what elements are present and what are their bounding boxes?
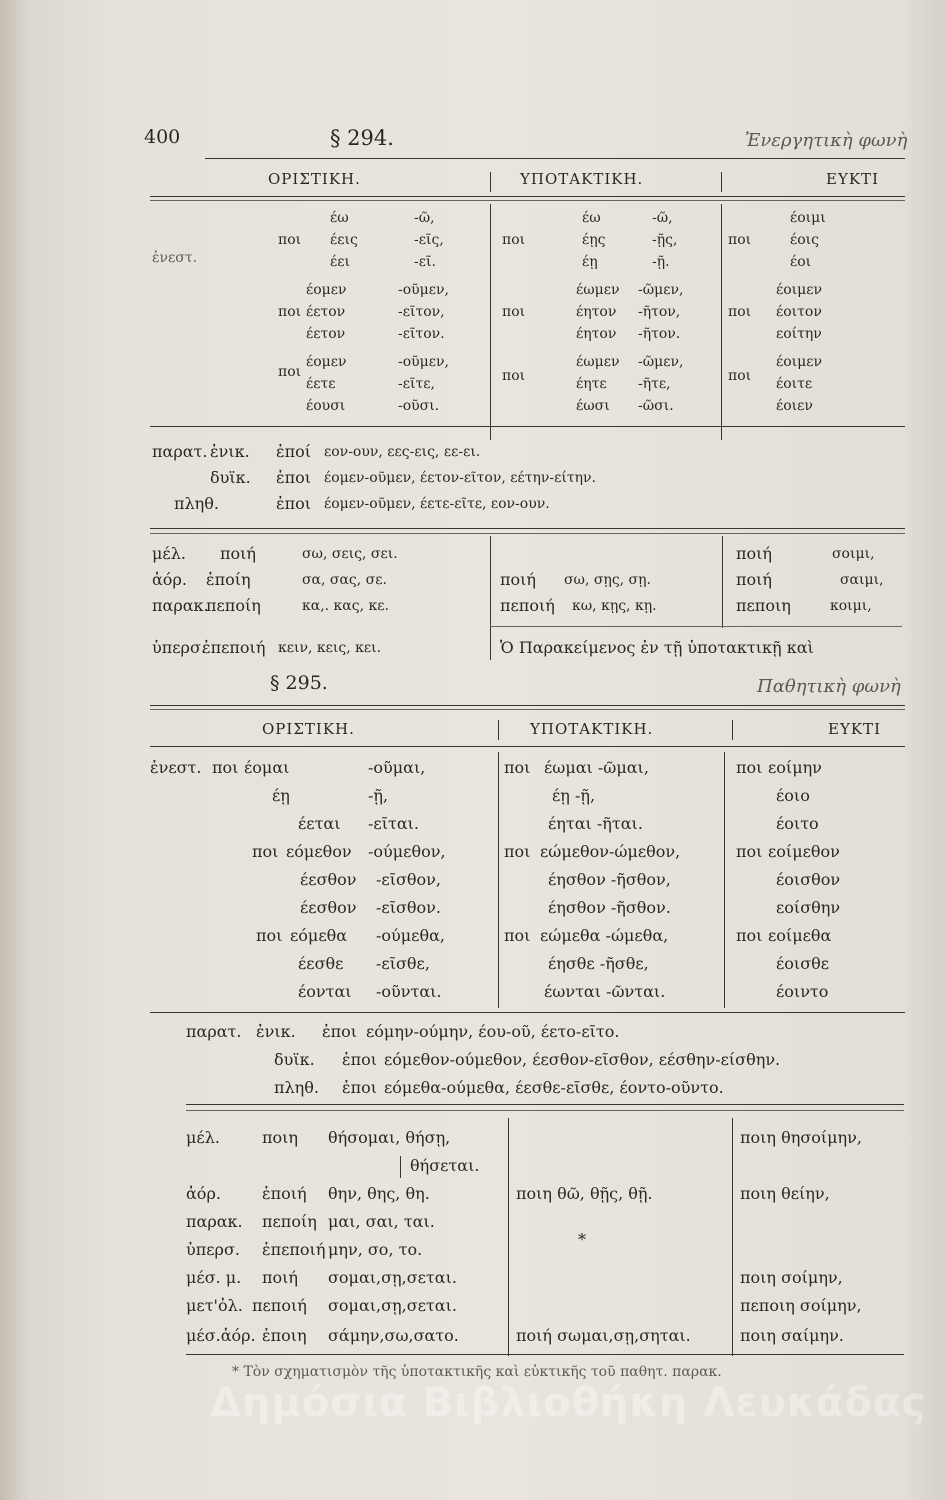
subj-middle-aorist: ποιή σωμαι,σῃ,σηται. [516,1326,691,1345]
header-indicative: ΟΡΙΣΤΙΚΗ. [262,720,355,738]
table-rule [186,1110,904,1111]
column-divider [508,1118,509,1356]
column-divider [724,752,725,1008]
opt-row: ποιη θησοίμην, [740,1128,862,1147]
column-divider [721,204,722,440]
running-title: Ἐνεργητικὴ φωνὴ [745,130,908,151]
table-rule [150,528,905,529]
imperfect-label: παρατ. [186,1022,242,1041]
opt-row: ποιη θείην, [740,1184,830,1203]
tense-label: ἐνεστ. [152,250,198,266]
section-number: § 295. [270,672,328,694]
opt-row: ποιη σοίμην, [740,1268,843,1287]
library-watermark: Δημόσια Βιβλιοθήκη Λευκάδας [210,1380,927,1426]
page-number: 400 [144,126,181,148]
header-rule [150,196,905,197]
header-optative: ΕΥΚΤΙ [826,170,879,188]
header-divider [721,172,722,192]
tense-label: ἐνεστ. [150,758,202,777]
table-rule [150,533,905,534]
column-divider [490,536,491,660]
column-divider [490,204,491,440]
subj-aorist: ποιη θῶ, θῇς, θῇ. [516,1184,653,1203]
running-title: Παθητικὴ φωνὴ [757,676,901,697]
header-optative: ΕΥΚΤΙ [828,720,881,738]
header-subjunctive: ΥΠΟΤΑΚΤΙΚΗ. [520,170,644,188]
header-rule [150,705,905,706]
opt-row: πεποιη σοίμην, [740,1296,862,1315]
imperfect-label: παρατ. [152,442,208,461]
header-subjunctive: ΥΠΟΤΑΚΤΙΚΗ. [530,720,654,738]
header-divider [732,720,733,740]
header-rule [205,158,905,159]
section-number: § 294. [330,126,394,150]
header-indicative: ΟΡΙΣΤΙΚΗ. [268,170,361,188]
footnote: * Τὸν σχηματισμὸν τῆς ὑποτακτικῆς καὶ εὐκτικῆς τοῦ παθητ. παρακ. [232,1364,722,1380]
footnote-star: * [578,1230,586,1249]
opt-row: ποιη σαίμην. [740,1326,844,1345]
table-rule [150,1012,905,1013]
header-divider [498,720,499,740]
table-rule [186,1104,904,1105]
table-rule [186,1354,904,1355]
table-rule [150,426,905,427]
header-rule [150,746,905,747]
column-divider [732,1118,733,1356]
note-text: Ὁ Παρακείμενος ἐν τῇ ὑποτακτικῇ καὶ [500,638,814,657]
header-rule [150,709,905,710]
column-divider [498,752,499,1008]
header-divider [490,172,491,192]
column-divider [400,1156,401,1178]
book-page: 400 § 294. Ἐνεργητικὴ φωνὴ ΟΡΙΣΤΙΚΗ. ΥΠΟΤΑΚΤΙΚΗ. ΕΥΚΤΙ ἐνεστ. έω -ῶ, ποι έεις -εῖς, έει -εῖ. έομεν -οῦμεν, ποι έετον -εῖτον, έετον -εῖτον. ποι έομεν -οῦμεν, έετε -εῖτε, έουσι -οῦσι. έω -ῶ, ποι έῃς -ῇς, έῃ -ῇ. έωμεν -ῶμεν, ποι έητον -ῆτον, έητον -ῆτον. έωμεν -ῶμεν, ποι έητε -ῆτε, έωσι -ῶσι. έοιμι ποι έοις έοι έοιμεν ποι έοιτον εοίτην έοιμεν ποι έοιτε έοιεν παρατ. ἑνικ. ἐποί εον-ουν, εες-εις, εε-ει. δυϊκ. ἐποι έομεν-οῦμεν, έετον-εῖτον, εέτην-είτην. πληθ. ἐποι έομεν-οῦμεν, έετε-εῖτε, εον-ουν. μέλ. ποιή σω, σεις, σει. ἀόρ. ἐποίη σα, σας, σε. παρακ. πεποίη κα,. κας, κε. ὑπερσ. ἐπεποιή κειν, κεις, κει. ποιή σω, σῃς, σῃ. πεποιή κω, κῃς, κῃ. ποιή σοιμι, ποιή σαιμι, πεποιη κοιμι, Ὁ Παρακείμενος ἐν τῇ ὑποτακτικῇ καὶ § 295. Παθητικὴ φωνὴ ΟΡΙΣΤΙΚΗ. ΥΠΟΤΑΚΤΙΚΗ. ΕΥΚΤΙ ἐνεστ. ποι έομαι -οῦμαι, έῃ -ῇ, έεται -εῖται. ποι εόμεθον -ούμεθον, έεσθον -εῖσθον, έεσθον -εῖσθον. ποι εόμεθα -ούμεθα, έεσθε -εῖσθε, έονται -οῦνται. ποι έωμαι -ῶμαι, έῃ -ῇ, έηται -ῆται. ποι εώμεθον-ώμεθον, έησθον -ῆσθον, έησθον -ῆσθον. ποι εώμεθα -ώμεθα, έησθε -ῆσθε, έωνται -ῶνται. ποι εοίμην έοιο έοιτο ποι εοίμεθον έοισθον εοίσθην ποι εοίμεθα έοισθε έοιντο παρατ. ἑνικ. ἐποι εόμην-ούμην, έου-οῦ, έετο-εῖτο. δυϊκ. ἐποι εόμεθον-ούμεθον, έεσθον-εῖσθον, εέσθην-είσθην. πληθ. ἐποι εόμεθα-ούμεθα, έεσθε-εῖσθε, έοντο-οῦντο. μέλ. ποιη θήσομαι, θήσῃ, θήσεται. ἀόρ. ἐποιή θην, θης, θη. παρακ. πεποίη μαι, σαι, ται. ὑπερσ. ἐπεποιή μην, σο, το. μέσ. μ. ποιή σομαι,σῃ,σεται. μετ'ὀλ. πεποιή σομαι,σῃ,σεται. μέσ.ἀόρ. ἐποιη σάμην,σω,σατο. ποιη θῶ, θῇς, θῇ. * ποιή σωμαι,σῃ,σηται. ποιη θησοίμην, ποιη θείην, ποιη σοίμην, πεποιη σοίμην, ποιη σαίμην. * Τὸν σχηματισμὸν τῆς ὑποτακτικῆς καὶ εὐκτικῆς τοῦ παθητ. παρακ. Δημόσια Βιβλιοθήκη Λευκάδας [0,0,945,1500]
header-rule [150,200,905,201]
column-divider [722,536,723,628]
table-rule [490,626,902,627]
